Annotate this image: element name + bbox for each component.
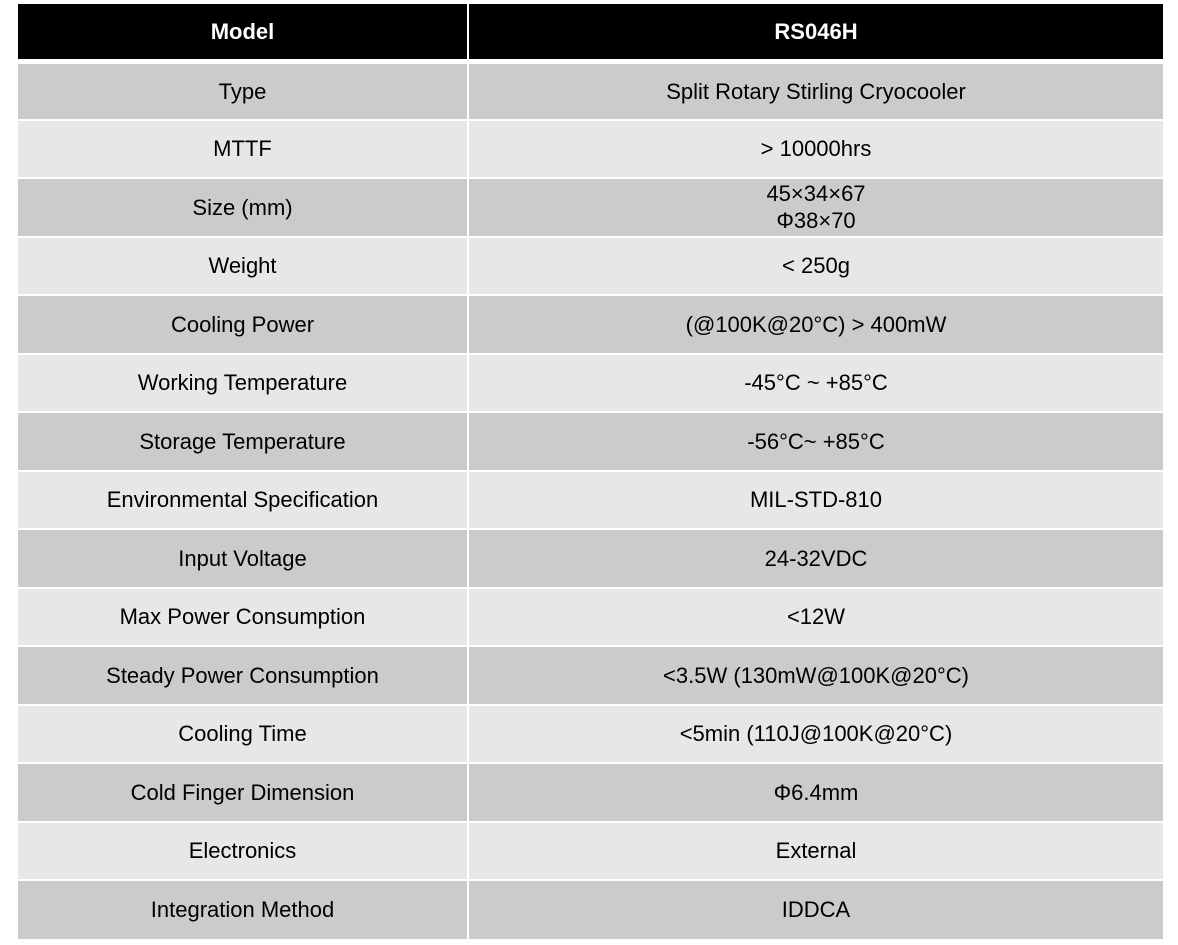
row-label: Cooling Time xyxy=(18,705,468,764)
row-label: Environmental Specification xyxy=(18,471,468,530)
header-model: Model xyxy=(18,4,468,61)
row-value: (@100K@20°C) > 400mW xyxy=(468,295,1163,354)
table-row xyxy=(18,412,1163,471)
row-label: Input Voltage xyxy=(18,529,468,588)
table-row xyxy=(18,237,1163,296)
row-value: Split Rotary Stirling Cryocooler xyxy=(468,61,1163,120)
row-value: IDDCA xyxy=(468,880,1163,939)
table-row xyxy=(18,763,1163,822)
row-label: Steady Power Consumption xyxy=(18,646,468,705)
row-value: < 250g xyxy=(468,237,1163,296)
table-row xyxy=(18,354,1163,413)
row-value: MIL-STD-810 xyxy=(468,471,1163,530)
table-row xyxy=(18,822,1163,881)
row-label: Integration Method xyxy=(18,880,468,939)
table-row xyxy=(18,705,1163,764)
table-row xyxy=(18,646,1163,705)
row-label: Weight xyxy=(18,237,468,296)
header-model-value: RS046H xyxy=(468,4,1163,61)
row-value: <12W xyxy=(468,588,1163,647)
row-value-line: 45×34×67 xyxy=(766,181,866,207)
table-row xyxy=(18,471,1163,530)
row-value-line: Φ38×70 xyxy=(776,208,856,234)
row-label: Electronics xyxy=(18,822,468,881)
spec-table xyxy=(18,4,1163,939)
table-row xyxy=(18,120,1163,179)
row-value: Φ6.4mm xyxy=(468,763,1163,822)
row-value: -56°C~ +85°C xyxy=(468,412,1163,471)
row-label: Storage Temperature xyxy=(18,412,468,471)
table-row xyxy=(18,178,1163,237)
row-value: > 10000hrs xyxy=(468,120,1163,179)
row-value xyxy=(468,178,1163,237)
row-value: External xyxy=(468,822,1163,881)
row-label: Working Temperature xyxy=(18,354,468,413)
row-value: -45°C ~ +85°C xyxy=(468,354,1163,413)
row-label: Cooling Power xyxy=(18,295,468,354)
table-row xyxy=(18,529,1163,588)
table-row xyxy=(18,880,1163,939)
row-label: MTTF xyxy=(18,120,468,179)
row-value: <5min (110J@100K@20°C) xyxy=(468,705,1163,764)
row-label: Cold Finger Dimension xyxy=(18,763,468,822)
row-value: 24-32VDC xyxy=(468,529,1163,588)
row-label: Size (mm) xyxy=(18,178,468,237)
table-header-row xyxy=(18,4,1163,61)
row-label: Max Power Consumption xyxy=(18,588,468,647)
table-row xyxy=(18,295,1163,354)
table-row xyxy=(18,61,1163,120)
row-label: Type xyxy=(18,61,468,120)
row-value: <3.5W (130mW@100K@20°C) xyxy=(468,646,1163,705)
table-row xyxy=(18,588,1163,647)
